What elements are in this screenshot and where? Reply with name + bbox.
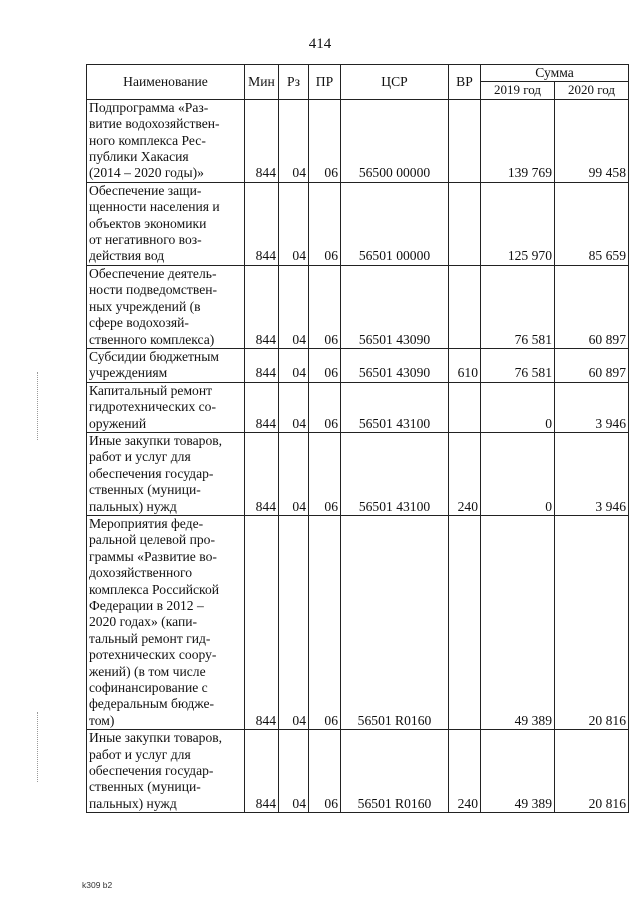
row-name-line: Мероприятия феде-: [89, 515, 204, 531]
row-vr: 610: [449, 348, 481, 382]
table-row: [87, 348, 629, 382]
row-vr: [449, 382, 481, 432]
row-name-line: работ и услуг для: [89, 746, 191, 762]
row-name: [87, 348, 245, 382]
row-rz: 04: [279, 182, 309, 265]
row-csr: 56501 43090: [341, 265, 449, 348]
row-pr: 06: [309, 99, 341, 182]
row-name-line: обеспечения государ-: [89, 763, 214, 779]
row-min: 844: [245, 182, 279, 265]
row-name-line: Иные закупки товаров,: [89, 730, 223, 746]
row-name-line: ного комплекса Рес-: [89, 132, 206, 148]
row-csr: 56501 R0160: [341, 515, 449, 729]
row-name-line: граммы «Развитие во-: [89, 548, 217, 564]
row-min: 844: [245, 432, 279, 515]
row-sum-2020: 3 946: [555, 382, 629, 432]
row-rz: 04: [279, 432, 309, 515]
row-vr: [449, 99, 481, 182]
row-vr: [449, 265, 481, 348]
row-name-line: оружений: [89, 415, 147, 431]
row-name-line: Субсидии бюджетным: [89, 348, 219, 364]
row-name-line: ственного комплекса): [89, 331, 215, 347]
row-name: [87, 99, 245, 182]
row-name-line: Капитальный ремонт: [89, 382, 213, 398]
row-pr: 06: [309, 265, 341, 348]
row-name-line: федеральным бюдже-: [89, 696, 215, 712]
row-name-line: дохозяйственного: [89, 565, 193, 581]
row-name: [87, 382, 245, 432]
row-name-line: ротехнических соору-: [89, 647, 217, 663]
row-name-line: гидротехнических со-: [89, 399, 216, 415]
row-min: 844: [245, 515, 279, 729]
row-name-line: пальных) нужд: [89, 498, 177, 514]
row-name-line: Обеспечение деятель-: [89, 265, 217, 281]
page-number: 414: [308, 36, 332, 52]
row-name-line: том): [89, 712, 115, 728]
table-row: [87, 99, 629, 182]
row-pr: 06: [309, 432, 341, 515]
row-min: 844: [245, 265, 279, 348]
row-name-line: софинансирование с: [89, 680, 208, 696]
table-row: [87, 265, 629, 348]
budget-table: [86, 64, 629, 813]
row-sum-2020: 20 816: [555, 515, 629, 729]
row-sum-2020: 3 946: [555, 432, 629, 515]
row-name: [87, 265, 245, 348]
row-csr: 56501 00000: [341, 182, 449, 265]
row-sum-2019: 76 581: [481, 348, 555, 382]
header-year-2020: 2020 год: [555, 82, 629, 99]
header-sum: Сумма: [481, 65, 629, 82]
row-csr: 56501 43100: [341, 432, 449, 515]
row-name-line: витие водохозяйствен-: [89, 116, 220, 132]
row-sum-2019: 49 389: [481, 730, 555, 813]
row-name-line: обеспечения государ-: [89, 465, 214, 481]
row-pr: 06: [309, 382, 341, 432]
table-header: [87, 65, 629, 100]
row-name-line: Иные закупки товаров,: [89, 432, 223, 448]
row-name-line: работ и услуг для: [89, 449, 191, 465]
row-sum-2019: 49 389: [481, 515, 555, 729]
table-row: [87, 432, 629, 515]
row-name-line: ральной целевой про-: [89, 532, 215, 548]
row-rz: 04: [279, 382, 309, 432]
header-rz: Рз: [279, 65, 309, 100]
table-row: [87, 730, 629, 813]
header-name: Наименование: [87, 65, 245, 100]
row-pr: 06: [309, 730, 341, 813]
row-name-line: публики Хакасия: [89, 149, 189, 165]
row-csr: 56500 00000: [341, 99, 449, 182]
row-name-line: (2014 – 2020 годы)»: [89, 165, 204, 181]
row-name: [87, 515, 245, 729]
row-min: 844: [245, 99, 279, 182]
row-rz: 04: [279, 99, 309, 182]
header-min: Мин: [245, 65, 279, 100]
row-rz: 04: [279, 730, 309, 813]
margin-mark-top: [37, 372, 38, 440]
footer-code: k309 b2: [82, 880, 113, 890]
row-csr: 56501 43100: [341, 382, 449, 432]
row-name: [87, 432, 245, 515]
row-vr: [449, 182, 481, 265]
row-csr: 56501 R0160: [341, 730, 449, 813]
row-pr: 06: [309, 348, 341, 382]
row-sum-2019: 0: [481, 432, 555, 515]
row-name: [87, 182, 245, 265]
row-name-line: действия вод: [89, 248, 165, 264]
row-sum-2019: 76 581: [481, 265, 555, 348]
row-vr: [449, 515, 481, 729]
row-min: 844: [245, 382, 279, 432]
row-name-line: ственных (муници-: [89, 482, 201, 498]
table-row: [87, 515, 629, 729]
row-sum-2019: 0: [481, 382, 555, 432]
row-csr: 56501 43090: [341, 348, 449, 382]
row-rz: 04: [279, 348, 309, 382]
row-name-line: жений) (в том числе: [89, 663, 206, 679]
margin-mark-bottom: [37, 712, 38, 782]
row-name-line: ности подведомствен-: [89, 282, 218, 298]
row-name-line: 2020 годах» (капи-: [89, 614, 198, 630]
row-name-line: Федерации в 2012 –: [89, 598, 204, 613]
row-name: [87, 730, 245, 813]
row-name-line: щенности населения и: [89, 199, 220, 215]
row-sum-2020: 60 897: [555, 348, 629, 382]
row-name-line: сфере водохозяй-: [89, 315, 189, 331]
row-name-line: ных учреждений (в: [89, 298, 201, 314]
row-sum-2019: 139 769: [481, 99, 555, 182]
header-pr: ПР: [309, 65, 341, 100]
row-sum-2020: 60 897: [555, 265, 629, 348]
row-min: 844: [245, 348, 279, 382]
row-min: 844: [245, 730, 279, 813]
row-name-line: Обеспечение защи-: [89, 182, 202, 198]
row-sum-2019: 125 970: [481, 182, 555, 265]
header-vr: ВР: [449, 65, 481, 100]
table-row: [87, 382, 629, 432]
row-name-line: ственных (муници-: [89, 779, 201, 795]
row-pr: 06: [309, 182, 341, 265]
row-pr: 06: [309, 515, 341, 729]
row-name-line: от негативного воз-: [89, 232, 202, 248]
table-body: [87, 99, 629, 812]
table-row: [87, 182, 629, 265]
row-name-line: тальный ремонт гид-: [89, 630, 211, 646]
row-sum-2020: 85 659: [555, 182, 629, 265]
row-vr: 240: [449, 432, 481, 515]
row-name-line: пальных) нужд: [89, 795, 177, 811]
row-name-line: Подпрограмма «Раз-: [89, 99, 209, 115]
row-rz: 04: [279, 515, 309, 729]
row-name-line: учреждениям: [89, 365, 168, 381]
header-csr: ЦСР: [341, 65, 449, 100]
header-year-2019: 2019 год: [481, 82, 555, 99]
row-vr: 240: [449, 730, 481, 813]
row-sum-2020: 99 458: [555, 99, 629, 182]
row-name-line: объектов экономики: [89, 215, 207, 231]
row-rz: 04: [279, 265, 309, 348]
row-name-line: комплекса Российской: [89, 581, 220, 597]
row-sum-2020: 20 816: [555, 730, 629, 813]
